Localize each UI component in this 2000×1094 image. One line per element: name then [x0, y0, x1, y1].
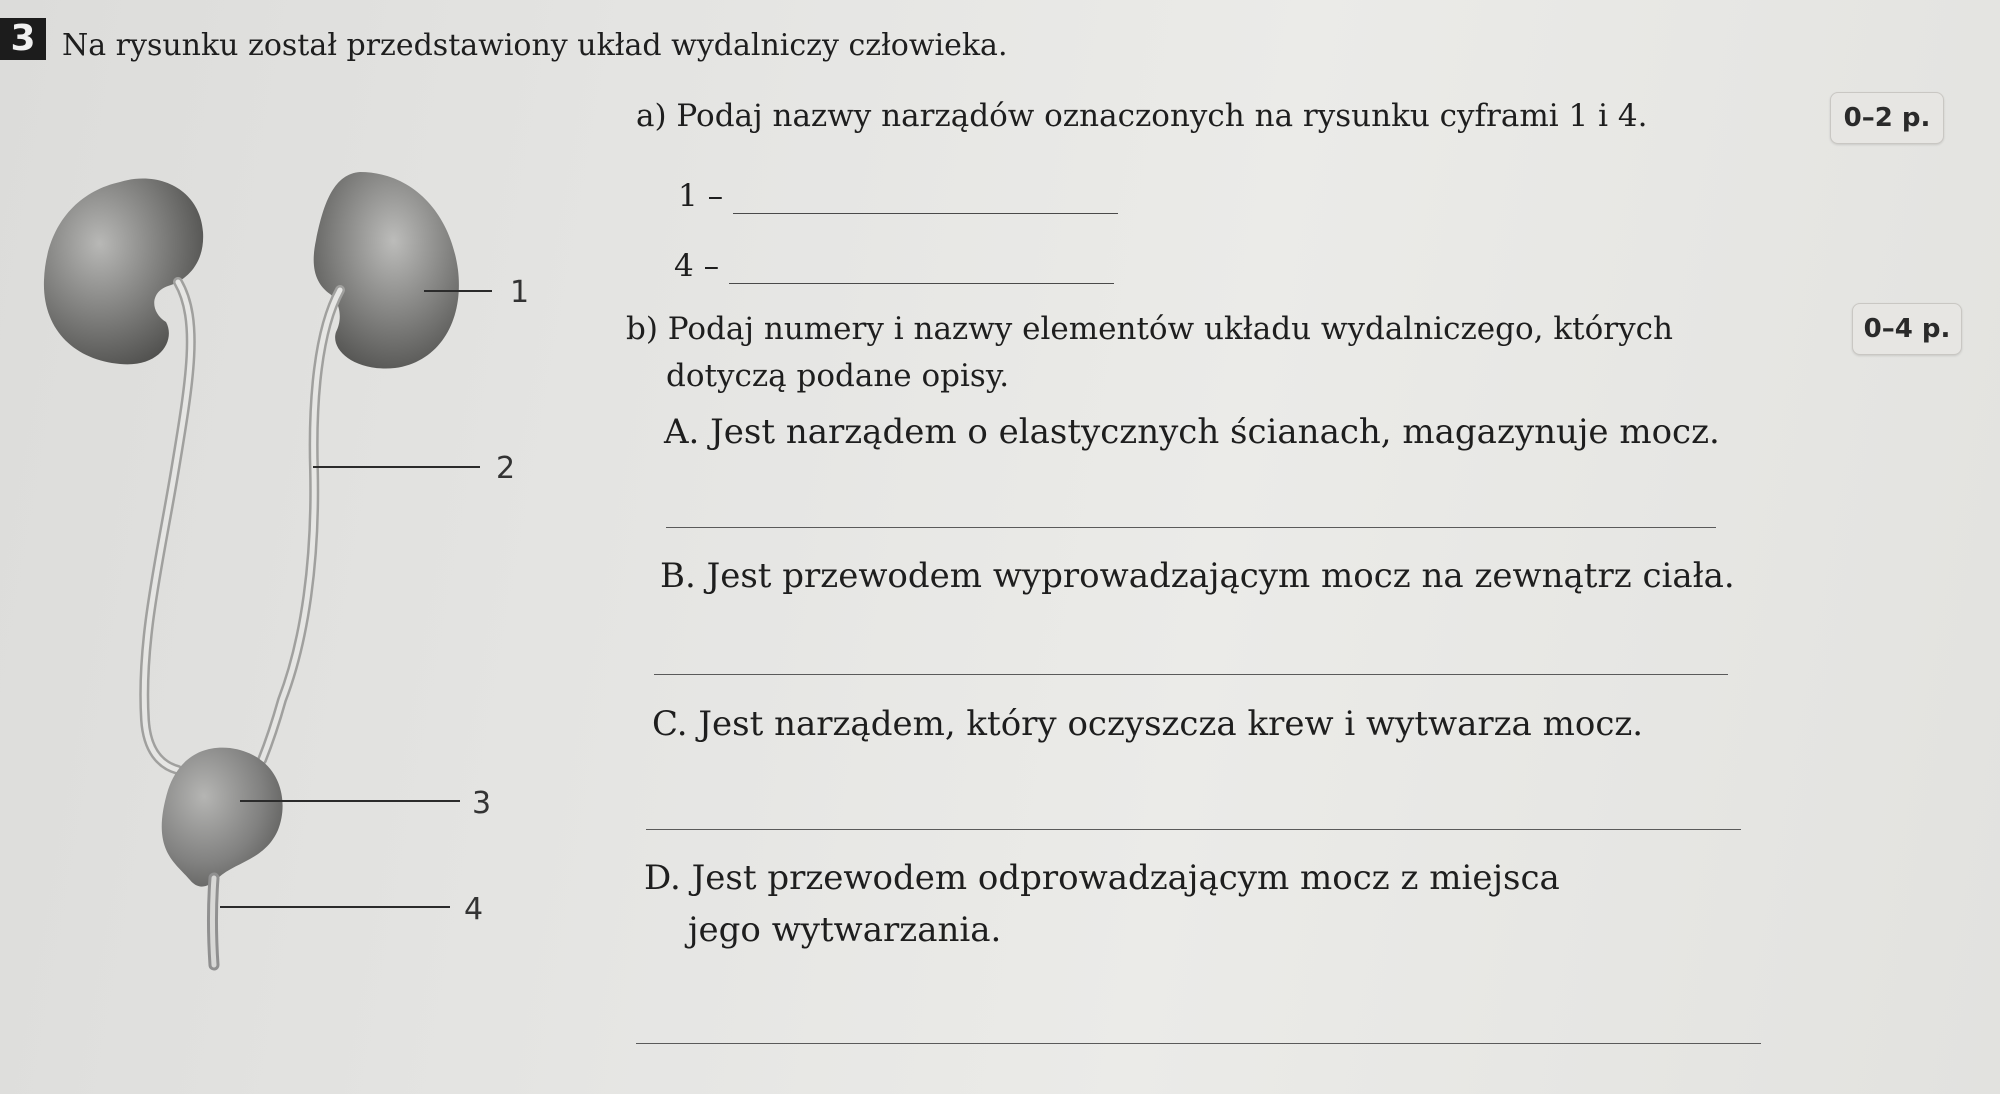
label-2: 2 [496, 451, 516, 486]
part-b-points: 0–4 p. [1852, 303, 1962, 355]
item-b-answer-line[interactable] [654, 674, 1728, 675]
part-a-points: 0–2 p. [1830, 92, 1944, 144]
part-b-question-line2: dotyczą podane opisy. [666, 358, 1010, 394]
label-4: 4 [464, 892, 484, 927]
answer-1-row [678, 178, 1118, 214]
exercise-heading: Na rysunku został przedstawiony układ wydalniczy człowieka. [62, 28, 1008, 63]
left-kidney [44, 179, 203, 365]
item-b-text: B. Jest przewodem wyprowadzającym mocz na zewnątrz ciała. [660, 556, 1735, 596]
part-a-question: a) Podaj nazwy narządów oznaczonych na rysunku cyframi 1 i 4. [636, 98, 1648, 134]
part-b-question-line1: b) Podaj numery i nazwy elementów układu wydalniczego, których [626, 311, 1673, 347]
answer-4-row [674, 248, 1114, 284]
label-3: 3 [472, 786, 492, 821]
answer-4-field[interactable] [729, 255, 1114, 284]
item-a-answer-line[interactable] [666, 527, 1716, 528]
item-d-text-line1: D. Jest przewodem odprowadzającym mocz z miejsca [644, 858, 1560, 898]
urinary-system-diagram [0, 0, 560, 1000]
item-d-answer-line[interactable] [636, 1043, 1761, 1044]
item-c-text: C. Jest narządem, który oczyszcza krew i wytwarza mocz. [652, 704, 1644, 744]
item-d-text-line2: jego wytwarzania. [688, 910, 1002, 950]
answer-1-prefix: 1 – [678, 178, 724, 214]
answer-1-field[interactable] [733, 185, 1118, 214]
exercise-number: 3 [0, 18, 46, 60]
bladder [162, 748, 283, 887]
item-a-text: A. Jest narządem o elastycznych ścianach, magazynuje mocz. [664, 412, 1720, 452]
right-kidney [314, 172, 459, 368]
item-c-answer-line[interactable] [646, 829, 1741, 830]
right-ureter [262, 290, 340, 760]
label-1: 1 [510, 275, 530, 310]
answer-4-prefix: 4 – [674, 248, 720, 284]
